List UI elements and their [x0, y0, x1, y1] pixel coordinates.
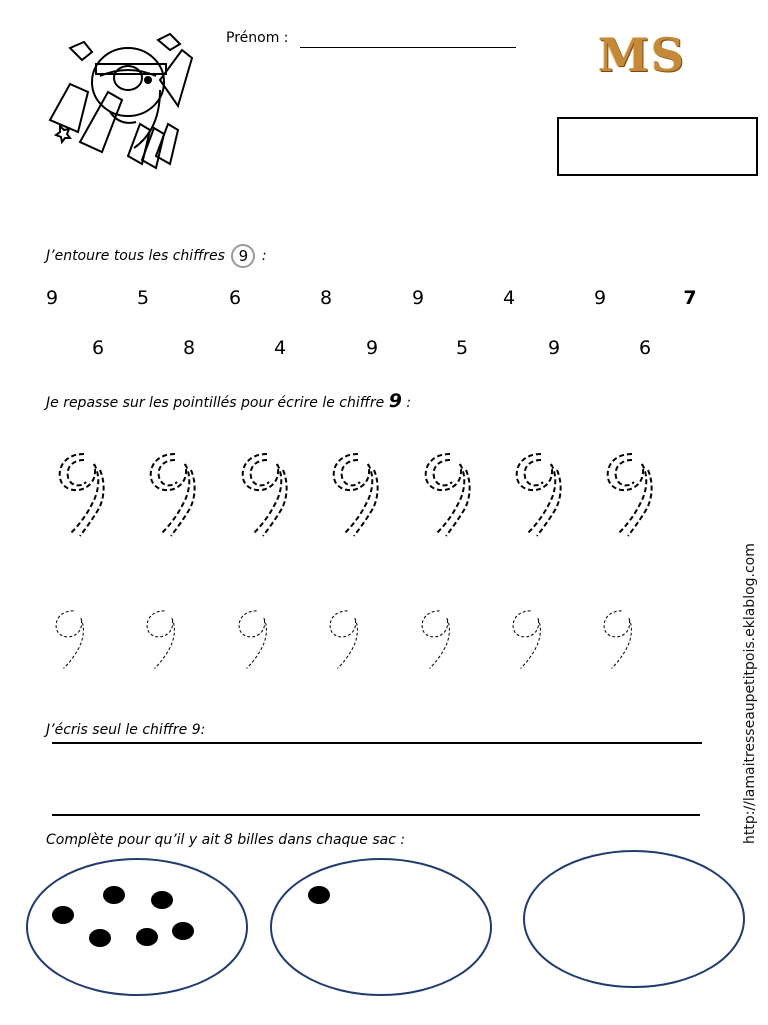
digit-item[interactable]: 8: [319, 287, 333, 309]
instruction-write: J’écris seul le chiffre 9:: [46, 722, 206, 738]
digit-item[interactable]: 5: [136, 287, 150, 309]
digit-item[interactable]: 5: [455, 337, 469, 359]
dotted-nine[interactable]: [418, 608, 461, 673]
dotted-nine[interactable]: [143, 608, 186, 673]
instruction-circle: [46, 244, 267, 268]
write-line-1[interactable]: [52, 742, 702, 744]
dotted-nine[interactable]: [326, 608, 369, 673]
marble-bags: [0, 845, 768, 1025]
prenom-write-line[interactable]: [300, 47, 516, 48]
instruction-circle-text: J’entoure tous les chiffres: [46, 248, 225, 264]
site-url: http://lamaitresseaupetitpois.eklablog.com: [742, 543, 758, 844]
dotted-nine[interactable]: [235, 608, 278, 673]
marble: [172, 922, 194, 940]
instruction-trace-suffix: :: [406, 395, 412, 411]
prenom-label: Prénom :: [226, 30, 289, 46]
digit-item[interactable]: 8: [182, 337, 196, 359]
digit-item[interactable]: 6: [638, 337, 652, 359]
marble: [151, 891, 173, 909]
dotted-nine[interactable]: [52, 608, 95, 673]
dotted-nine[interactable]: [509, 608, 552, 673]
dotted-nine[interactable]: [145, 450, 205, 540]
ms-logo: MS: [598, 28, 687, 82]
marble: [89, 929, 111, 947]
digit-item[interactable]: 9: [411, 287, 425, 309]
digit-item[interactable]: 9: [45, 287, 59, 309]
dotted-nine[interactable]: [420, 450, 480, 540]
instruction-circle-suffix: :: [261, 248, 267, 264]
digit-item[interactable]: 7: [683, 287, 697, 309]
instruction-complete: Complète pour qu’il y ait 8 billes dans chaque sac :: [46, 832, 406, 848]
score-box[interactable]: [557, 117, 758, 176]
instruction-trace-digit: 9: [388, 390, 402, 412]
dotted-nine[interactable]: [600, 608, 643, 673]
digit-item[interactable]: 9: [547, 337, 561, 359]
instruction-trace: [46, 390, 411, 412]
circled-nine-icon: 9: [231, 244, 255, 268]
digit-item[interactable]: 4: [273, 337, 287, 359]
marble: [52, 906, 74, 924]
dotted-nine[interactable]: [602, 450, 662, 540]
instruction-trace-text: Je repasse sur les pointillés pour écrire le chiffre: [46, 395, 385, 411]
digit-item[interactable]: 9: [593, 287, 607, 309]
bag[interactable]: [27, 859, 247, 995]
dotted-nine[interactable]: [237, 450, 297, 540]
bag[interactable]: [271, 859, 491, 995]
marble: [308, 886, 330, 904]
dotted-nine[interactable]: [54, 450, 114, 540]
marble: [136, 928, 158, 946]
number-nine-illustration: [40, 30, 200, 170]
digit-item[interactable]: 6: [91, 337, 105, 359]
digit-item[interactable]: 6: [228, 287, 242, 309]
marble: [103, 886, 125, 904]
write-line-2[interactable]: [52, 814, 700, 816]
bag[interactable]: [524, 851, 744, 987]
digit-item[interactable]: 4: [502, 287, 516, 309]
digit-item[interactable]: 9: [365, 337, 379, 359]
dotted-nine[interactable]: [328, 450, 388, 540]
dotted-nine[interactable]: [511, 450, 571, 540]
